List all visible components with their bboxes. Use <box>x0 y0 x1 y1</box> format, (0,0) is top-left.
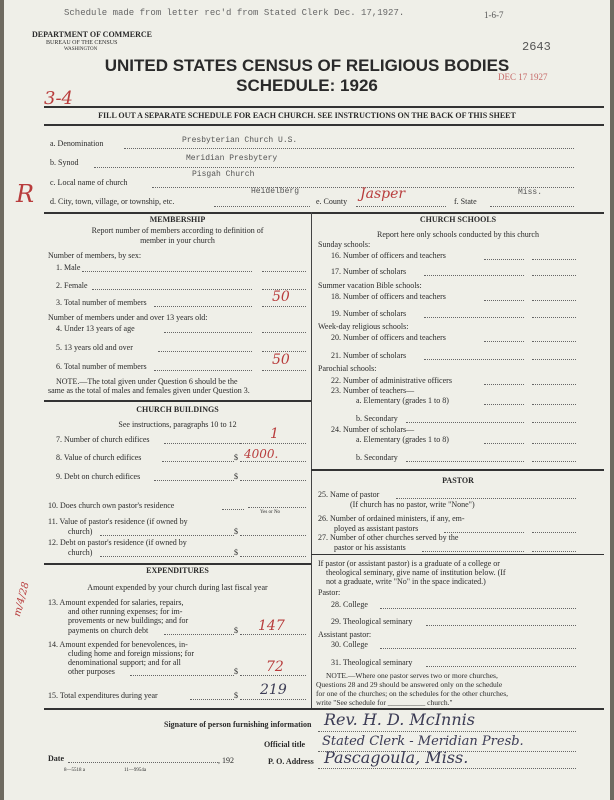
handwritten-mark: 3-4 <box>44 88 73 109</box>
date-label: Date <box>48 754 64 763</box>
q22-label: 22. Number of administrative officers <box>331 376 452 385</box>
q26-label-1: 26. Number of ordained ministers, if any, em- <box>318 514 465 523</box>
po-address-value: Pascagoula, Miss. <box>324 748 469 767</box>
field-line <box>484 300 524 301</box>
q30-label: 30. College <box>331 640 368 649</box>
q21-label: 21. Number of scholars <box>331 351 407 360</box>
answer-line <box>262 332 306 333</box>
city: WASHINGTON <box>64 47 98 52</box>
field-line <box>318 731 576 732</box>
answer-line <box>262 271 306 272</box>
membership-note-1: NOTE.—The total given under Question 6 should be the <box>56 377 238 386</box>
field-line <box>164 332 252 333</box>
q18-label: 18. Number of officers and teachers <box>331 292 446 301</box>
answer-line <box>262 370 306 371</box>
q14-line-2: cluding home and foreign missions; for <box>68 649 194 658</box>
rule <box>311 554 604 555</box>
q14-line-3: denominational support; and for all <box>68 658 181 667</box>
official-title-label: Official title <box>264 740 306 749</box>
field-line <box>424 317 524 318</box>
field-line <box>484 404 524 405</box>
field-line <box>162 461 234 462</box>
q6-value: 50 <box>272 352 290 368</box>
assistant-subhead: Assistant pastor: <box>318 630 372 639</box>
answer-line <box>532 384 576 385</box>
field-line <box>426 625 576 626</box>
q24-label: 24. Number of scholars— <box>331 425 415 434</box>
answer-line <box>240 443 306 444</box>
q13-line-2: and other running expenses; for im- <box>68 607 183 616</box>
field-line <box>154 480 234 481</box>
pastor-note-4: write "See schedule for __________ church." <box>316 698 453 707</box>
signature-label: Signature of person furnishing information <box>164 720 312 729</box>
q24b-label: b. Secondary <box>356 453 398 462</box>
q12-label-1: 12. Debt on pastor's residence (if owned by <box>48 538 187 547</box>
field-line <box>222 509 244 510</box>
dollar-sign: $ <box>234 548 238 557</box>
answer-line <box>532 443 576 444</box>
membership-sub2: member in your church <box>140 236 215 245</box>
county-value: Jasper <box>360 186 406 202</box>
rule <box>44 563 311 565</box>
q13-line-4: payments on church debt <box>68 626 149 635</box>
denomination-label: a. Denomination <box>50 139 104 148</box>
field-line <box>318 768 576 769</box>
state-label: f. State <box>454 197 477 206</box>
state-value: Miss. <box>518 188 543 197</box>
q11-label-1: 11. Value of pastor's residence (if owned by <box>48 517 188 526</box>
field-line <box>396 498 576 499</box>
field-line <box>490 206 574 207</box>
local-name-label: c. Local name of church <box>50 178 128 187</box>
answer-line <box>532 532 576 533</box>
q14-value: 72 <box>266 659 284 675</box>
answer-line <box>240 556 306 557</box>
rule <box>44 106 604 108</box>
answer-line <box>248 507 306 508</box>
membership-title: MEMBERSHIP <box>149 215 206 224</box>
rule <box>44 400 311 402</box>
field-line <box>424 359 524 360</box>
field-line <box>164 443 244 444</box>
expenditures-sub: Amount expended by your church during last fiscal year <box>87 583 268 592</box>
official-title-value: Stated Clerk - Meridian Presb. <box>322 734 524 749</box>
buildings-title: CHURCH BUILDINGS <box>136 405 219 414</box>
q29-label: 29. Theological seminary <box>331 617 413 626</box>
dollar-sign: $ <box>234 667 238 676</box>
schools-sub: Report here only schools conducted by this church <box>377 230 539 239</box>
q25-note: (If church has no pastor, write "None") <box>350 500 475 509</box>
q12-label-2: church) <box>68 548 93 557</box>
field-line <box>154 306 252 307</box>
q26-label-2: ployed as assistant pastors <box>334 524 419 533</box>
answer-line <box>532 551 576 552</box>
answer-line <box>532 317 576 318</box>
answer-line <box>240 675 306 676</box>
field-line <box>82 271 252 272</box>
summer-label: Summer vacation Bible schools: <box>318 281 422 290</box>
answer-line <box>532 422 576 423</box>
field-line <box>94 167 574 168</box>
expenditures-title: EXPENDITURES <box>146 566 209 575</box>
field-line <box>484 443 524 444</box>
census-schedule-page <box>4 0 610 800</box>
form-title: UNITED STATES CENSUS OF RELIGIOUS BODIES <box>104 56 510 75</box>
q13-line-3: provements or new buildings; and for <box>68 616 189 625</box>
q5-label: 5. 13 years old and over <box>56 343 133 352</box>
field-line <box>100 535 234 536</box>
schools-title: CHURCH SCHOOLS <box>419 215 497 224</box>
form-number-2: 11—9954a <box>124 768 147 773</box>
dollar-sign: $ <box>234 691 238 700</box>
q3-label: 3. Total number of members <box>56 298 147 307</box>
margin-note: m/4/28 <box>12 580 32 618</box>
pastor-note-1: NOTE.—Where one pastor serves two or more churches, <box>326 671 498 680</box>
code-top: 1-6-7 <box>484 10 504 20</box>
q20-label: 20. Number of officers and teachers <box>331 333 446 342</box>
q31-label: 31. Theological seminary <box>331 658 413 667</box>
denomination-value: Presbyterian Church U.S. <box>182 136 298 145</box>
q7-value: 1 <box>270 426 279 442</box>
pastor-title: PASTOR <box>442 476 474 485</box>
q1-label: 1. Male <box>56 263 81 272</box>
department: DEPARTMENT OF COMMERCE <box>32 30 153 39</box>
field-line <box>484 384 524 385</box>
county-label: e. County <box>316 197 348 206</box>
answer-line <box>532 404 576 405</box>
city-label: d. City, town, village, or township, etc. <box>50 197 175 206</box>
q16-label: 16. Number of officers and teachers <box>331 251 446 260</box>
buildings-sub: See instructions, paragraphs 10 to 12 <box>118 420 237 429</box>
field-line <box>424 275 524 276</box>
membership-note-2: same as the total of males and females given under Question 3. <box>48 386 250 395</box>
answer-line <box>240 535 306 536</box>
typed-schedule-note: Schedule made from letter rec'd from Stated Clerk Dec. 17,1927. <box>64 8 405 18</box>
q15-value: 219 <box>260 682 287 698</box>
q10-label: 10. Does church own pastor's residence <box>48 501 175 510</box>
pastor-intro-2: theological seminary, give name of institution below. (If <box>326 568 506 577</box>
field-line <box>124 148 574 149</box>
answer-line <box>532 359 576 360</box>
sunday-label: Sunday schools: <box>318 240 371 249</box>
field-line <box>214 206 310 207</box>
po-address-label: P. O. Address <box>268 757 314 766</box>
q27-label-1: 27. Number of other churches served by the <box>318 533 459 542</box>
rule <box>44 212 604 214</box>
bureau: BUREAU OF THE CENSUS <box>46 40 118 46</box>
field-line <box>190 699 234 700</box>
date-year: , 192 <box>218 756 234 765</box>
field-line <box>426 666 576 667</box>
r-mark: R <box>16 180 35 208</box>
received-stamp: DEC 17 1927 <box>498 72 548 82</box>
city-value: Heidelberg <box>251 187 300 196</box>
field-line <box>484 259 524 260</box>
q23-label: 23. Number of teachers— <box>331 386 415 395</box>
column-divider <box>311 212 312 708</box>
dollar-sign: $ <box>234 453 238 462</box>
q8-label: 8. Value of church edifices <box>56 453 142 462</box>
field-line <box>130 675 234 676</box>
rule <box>311 469 604 471</box>
q25-label: 25. Name of pastor <box>318 490 380 499</box>
q17-label: 17. Number of scholars <box>331 267 407 276</box>
field-line <box>92 289 252 290</box>
field-line <box>406 422 524 423</box>
local-name-value: Pisgah Church <box>192 170 255 179</box>
answer-line <box>532 300 576 301</box>
q13-value: 147 <box>258 618 285 634</box>
by-sex-label: Number of members, by sex: <box>48 251 142 260</box>
signature-value: Rev. H. D. McInnis <box>324 710 475 729</box>
q9-label: 9. Debt on church edifices <box>56 472 141 481</box>
by-age-label: Number of members under and over 13 years old: <box>48 313 208 322</box>
field-line <box>164 634 234 635</box>
membership-sub1: Report number of members according to definition of <box>91 226 264 235</box>
q3-value: 50 <box>272 289 290 305</box>
field-line <box>100 556 234 557</box>
form-subtitle: SCHEDULE: 1926 <box>236 76 378 95</box>
field-line <box>422 551 524 552</box>
q2-label: 2. Female <box>56 281 88 290</box>
q27-label-2: pastor or his assistants <box>334 543 406 552</box>
dollar-sign: $ <box>234 527 238 536</box>
parochial-label: Parochial schools: <box>318 364 377 373</box>
field-line <box>158 351 252 352</box>
schedule-number: 2643 <box>522 40 551 54</box>
answer-line <box>262 306 306 307</box>
field-line <box>380 608 576 609</box>
q28-label: 28. College <box>331 600 368 609</box>
synod-label: b. Synod <box>50 158 79 167</box>
q6-label: 6. Total number of members <box>56 362 147 371</box>
answer-line <box>532 341 576 342</box>
pastor-intro-1: If pastor (or assistant pastor) is a graduate of a college or <box>318 559 500 568</box>
q23b-label: b. Secondary <box>356 414 398 423</box>
weekday-label: Week-day religious schools: <box>318 322 409 331</box>
yes-no-hint: Yes or No <box>260 510 281 515</box>
instruction-line: FILL OUT A SEPARATE SCHEDULE FOR EACH CHURCH. SEE INSTRUCTIONS ON THE BACK OF THIS SHEET <box>98 111 516 120</box>
answer-line <box>240 480 306 481</box>
q24a-label: a. Elementary (grades 1 to 8) <box>356 435 449 444</box>
answer-line <box>532 461 576 462</box>
dollar-sign: $ <box>234 472 238 481</box>
answer-line <box>532 259 576 260</box>
synod-value: Meridian Presbytery <box>186 154 278 163</box>
q11-label-2: church) <box>68 527 93 536</box>
field-line <box>154 370 252 371</box>
field-line <box>356 206 446 207</box>
field-line <box>68 762 218 763</box>
pastor-subhead: Pastor: <box>318 588 341 597</box>
q15-label: 15. Total expenditures during year <box>48 691 158 700</box>
pastor-note-2: Questions 28 and 29 should be answered only on the schedule <box>316 680 503 689</box>
answer-line <box>240 634 306 635</box>
q8-value: 4000. <box>244 447 279 461</box>
q14-line-1: 14. Amount expended for benevolences, in- <box>48 640 188 649</box>
q14-line-4: other purposes <box>68 667 115 676</box>
rule <box>44 124 604 126</box>
answer-line <box>240 699 306 700</box>
q4-label: 4. Under 13 years of age <box>56 324 135 333</box>
q7-label: 7. Number of church edifices <box>56 435 150 444</box>
answer-line <box>240 461 306 462</box>
q13-line-1: 13. Amount expended for salaries, repairs, <box>48 598 184 607</box>
pastor-note-3: for one of the churches; on the schedules for the other churches, <box>316 689 509 698</box>
field-line <box>380 648 576 649</box>
field-line <box>484 341 524 342</box>
field-line <box>406 461 524 462</box>
form-number: 8—5518 a <box>64 768 85 773</box>
answer-line <box>532 275 576 276</box>
q19-label: 19. Number of scholars <box>331 309 407 318</box>
pastor-intro-3: not a graduate, write "No" in the space indicated.) <box>326 577 486 586</box>
q23a-label: a. Elementary (grades 1 to 8) <box>356 396 449 405</box>
dollar-sign: $ <box>234 626 238 635</box>
